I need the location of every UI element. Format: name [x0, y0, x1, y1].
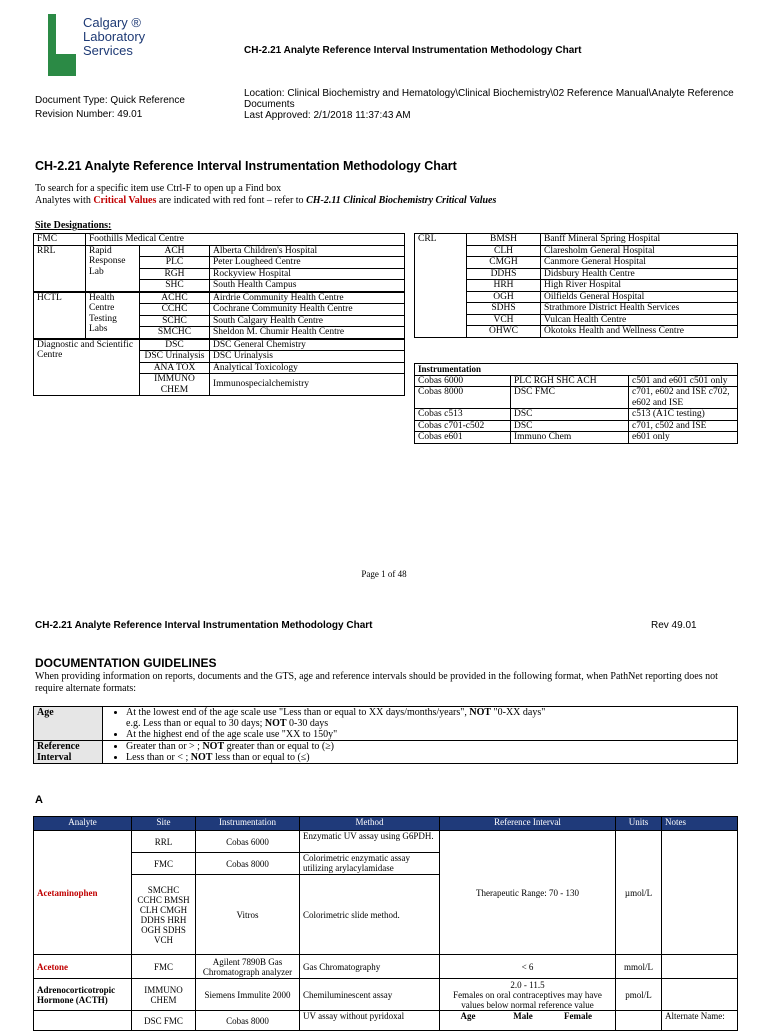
- table-row: SHC South Health Campus: [34, 280, 405, 292]
- table-row: RGH Rockyview Hospital: [34, 268, 405, 280]
- table-row: ANA TOX Analytical Toxicology: [34, 362, 405, 374]
- intro-text: [35, 183, 496, 207]
- table-row: Cobas e601 Immuno Chem e601 only: [415, 432, 738, 444]
- age-label: Age: [34, 707, 103, 741]
- table-row: Age • At the lowest end of the age scale use "Less than or equal to XX days/months/years", NOT "0-XX days" e.g. Less than or equal to 30 days; NOT 0-30 days • At the highest end of the age scale use "XX to 150y": [34, 707, 738, 741]
- table-row: SCHC South Calgary Health Centre: [34, 315, 405, 327]
- table-row: HRH High River Hospital: [415, 280, 738, 292]
- logo-mark: [48, 14, 76, 76]
- table-row: HCTL Health Centre Testing Labs ACHC Airdrie Community Health Centre: [34, 292, 405, 304]
- table-row: Instrumentation: [415, 364, 738, 376]
- table-row: CMGH Canmore General Hospital: [415, 257, 738, 269]
- table-row: SMCHC CCHC BMSH CLH CMGH DDHS HRH OGH SDHS VCH Vitros Colorimetric slide method.: [34, 875, 738, 955]
- last-approved: Last Approved: 2/1/2018 11:37:43 AM: [244, 110, 411, 121]
- table-row: VCH Vulcan Health Centre: [415, 314, 738, 326]
- analyte-acetaminophen: Acetaminophen: [34, 831, 132, 955]
- table-row: Cobas 6000 PLC RGH SHC ACH c501 and e601 c501 only: [415, 375, 738, 387]
- table-row: DSC FMC Cobas 8000 UV assay without pyridoxal Age Male Female Alternate Name:: [34, 1011, 738, 1031]
- guidelines-heading: DOCUMENTATION GUIDELINES: [35, 656, 217, 670]
- header-meta-right: [244, 88, 734, 121]
- intro-line-2: Analytes with Critical Values are indicated with red font – refer to CH-2.11 Clinical Biochemistry Critical Values: [35, 195, 497, 206]
- table-row: PLC Peter Lougheed Centre: [34, 257, 405, 269]
- table-row: SMCHC Sheldon M. Chumir Health Centre: [34, 327, 405, 339]
- page-title: CH-2.21 Analyte Reference Interval Instrumentation Methodology Chart: [35, 159, 457, 173]
- logo-line-3: Services: [83, 43, 133, 58]
- table-row: Diagnostic and Scientific Centre DSC DSC General Chemistry: [34, 339, 405, 351]
- analyte-table: [33, 816, 738, 1031]
- table-row: Acetaminophen RRL Cobas 6000 Enzymatic UV assay using G6PDH. Therapeutic Range: 70 - 130 µmol/L: [34, 831, 738, 853]
- table-row: IMMUNO CHEM Immunospecialchemistry: [34, 374, 405, 396]
- table-row: SDHS Strathmore District Health Services: [415, 303, 738, 315]
- table-row: DSC Urinalysis DSC Urinalysis: [34, 351, 405, 363]
- page-number: Page 1 of 48: [361, 569, 407, 579]
- table-row: OGH Oilfields General Hospital: [415, 291, 738, 303]
- table-row: FMC Cobas 8000 Colorimetric enzymatic assay utilizing arylacylamidase: [34, 853, 738, 875]
- instrumentation-table: [414, 363, 738, 444]
- site-designations-label: Site Designations:: [35, 220, 112, 231]
- table-row: RRL Rapid Response Lab ACH Alberta Children's Hospital: [34, 245, 405, 257]
- page2-title: CH-2.21 Analyte Reference Interval Instrumentation Methodology Chart: [35, 620, 373, 631]
- revision-number: Revision Number: 49.01: [35, 109, 143, 120]
- table-row: OHWC Okotoks Health and Wellness Centre: [415, 326, 738, 338]
- table-row: CRL BMSH Banff Mineral Spring Hospital: [415, 234, 738, 246]
- table-row: DDHS Didsbury Health Centre: [415, 268, 738, 280]
- page2-revision: Rev 49.01: [651, 620, 697, 631]
- site-table-left: [33, 233, 405, 396]
- intro-line-1: To search for a specific item use Ctrl-F to open up a Find box: [35, 183, 282, 194]
- section-a-heading: A: [35, 794, 43, 806]
- logo-line-2: Laboratory: [83, 29, 146, 44]
- header-title: CH-2.21 Analyte Reference Interval Instrumentation Methodology Chart: [244, 45, 582, 56]
- guidelines-table: [33, 706, 738, 764]
- table-row: CLH Claresholm General Hospital: [415, 245, 738, 257]
- table-row: Cobas c701-c502 DSC c701, c502 and ISE: [415, 420, 738, 432]
- table-row: CCHC Cochrane Community Health Centre: [34, 304, 405, 316]
- logo-line-1: Calgary ®: [83, 15, 141, 30]
- table-row: Cobas c513 DSC c513 (A1C testing): [415, 409, 738, 421]
- header-meta-left: [35, 94, 185, 122]
- table-row: Cobas 8000 DSC FMC c701, e602 and ISE c702, e602 and ISE: [415, 387, 738, 409]
- analyte-acth: Adrenocorticotropic Hormone (ACTH): [34, 979, 132, 1011]
- table-row: Adrenocorticotropic Hormone (ACTH) IMMUNO CHEM Siemens Immulite 2000 Chemiluminescent assay 2.0 - 11.5 Females on oral contraceptives may have values below normal reference value pmol/L: [34, 979, 738, 1011]
- guidelines-text: When providing information on reports, documents and the GTS, age and reference intervals should be provided in the following format, when PathNet reporting does not require alternate formats:: [35, 671, 718, 694]
- logo-text: [83, 16, 145, 58]
- reference-interval-label: Reference Interval: [34, 741, 103, 764]
- table-header-row: Analyte Site Instrumentation Method Reference Interval Units Notes: [34, 817, 738, 831]
- analyte-acetone: Acetone: [34, 955, 132, 979]
- table-row: FMC Foothills Medical Centre: [34, 234, 405, 246]
- site-table-right: [414, 233, 738, 338]
- doc-type: Document Type: Quick Reference: [35, 95, 185, 106]
- table-row: Reference Interval • Greater than or > ; NOT greater than or equal to (≥) • Less than or < ; NOT less than or equal to (≤): [34, 741, 738, 764]
- doc-location: Location: Clinical Biochemistry and Hematology\Clinical Biochemistry\02 Reference Manual\Analyte Reference Documents: [244, 88, 734, 110]
- table-row: Acetone FMC Agilent 7890B Gas Chromatograph analyzer Gas Chromatography < 6 mmol/L: [34, 955, 738, 979]
